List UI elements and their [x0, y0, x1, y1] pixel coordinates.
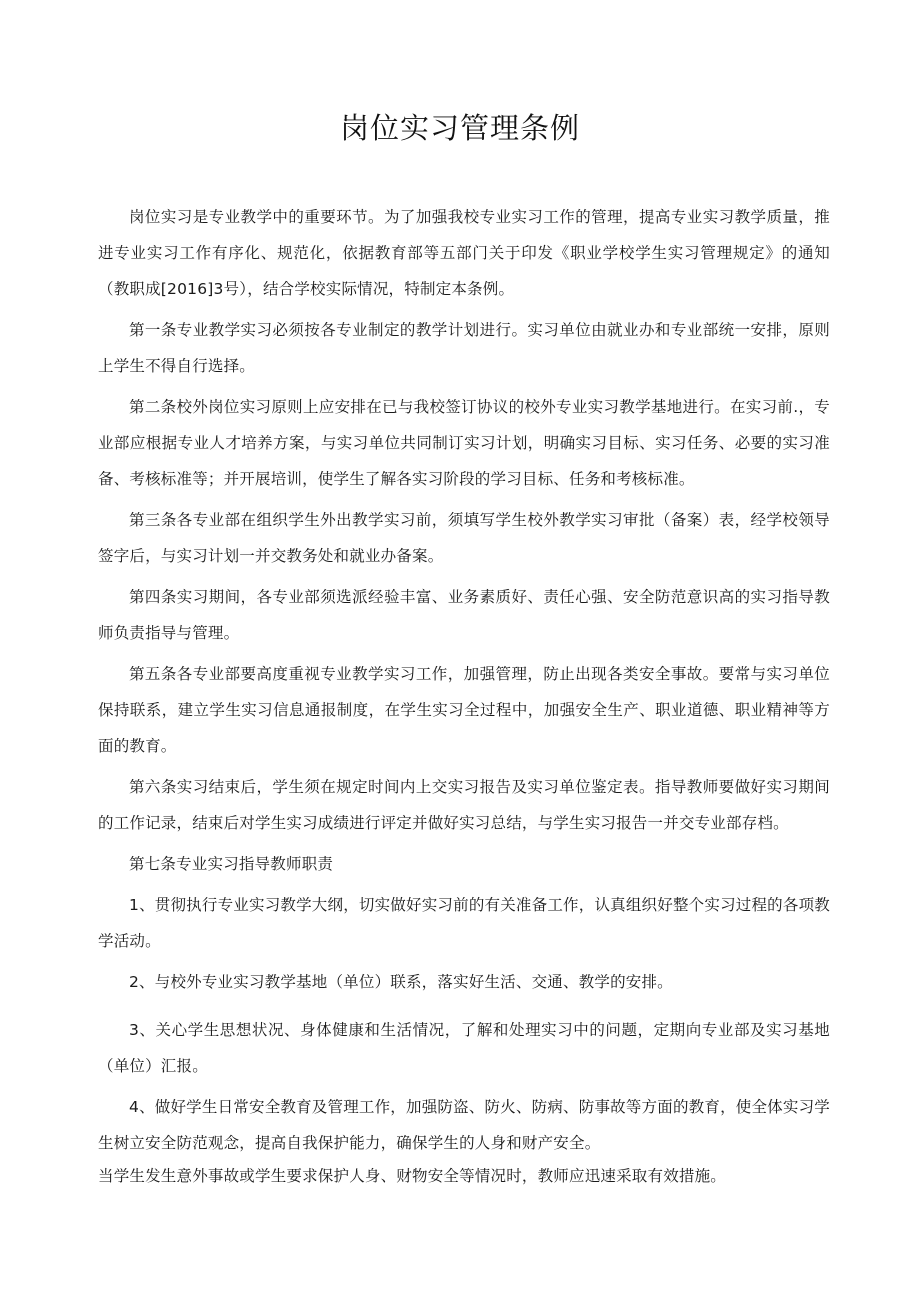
list-item-duty-4: 4、做好学生日常安全教育及管理工作，加强防盗、防火、防病、防事故等方面的教育，使全体实习学生树立安全防范观念，提高自我保护能力，确保学生的人身和财产安全。	[98, 1098, 830, 1152]
paragraph-intro: 岗位实习是专业教学中的重要环节。为了加强我校专业实习工作的管理，提高专业实习教学质量，推进专业实习工作有序化、规范化，依据教育部等五部门关于印发《职业学校学生实习管理规定》的通知（教职成[2016]3号），结合学校实际情况，特制定本条例。	[98, 208, 830, 298]
paragraph-article-1: 第一条专业教学实习必须按各专业制定的教学计划进行。实习单位由就业办和专业部统一安排，原则上学生不得自行选择。	[98, 321, 830, 375]
paragraph-article-6: 第六条实习结束后，学生须在规定时间内上交实习报告及实习单位鉴定表。指导教师要做好实习期间的工作记录，结束后对学生实习成绩进行评定并做好实习总结，与学生实习报告一并交专业部存档。	[98, 778, 830, 832]
document-title: 岗位实习管理条例	[339, 111, 580, 145]
paragraph-article-5: 第五条各专业部要高度重视专业教学实习工作，加强管理，防止出现各类安全事故。要常与实习单位保持联系，建立学生实习信息通报制度，在学生实习全过程中，加强安全生产、职业道德、职业精神等方面的教育。	[98, 665, 830, 755]
list-item-duty-1: 1、贯彻执行专业实习教学大纲，切实做好实习前的有关准备工作，认真组织好整个实习过程的各项教学活动。	[98, 896, 830, 950]
paragraph-emergency-note: 当学生发生意外事故或学生要求保护人身、财物安全等情况时，教师应迅速采取有效措施。	[98, 1167, 727, 1185]
document-body	[98, 199, 830, 1199]
list-item-duty-3: 3、关心学生思想状况、身体健康和生活情况，了解和处理实习中的问题，定期向专业部及实习基地（单位）汇报。	[98, 1021, 830, 1075]
paragraph-article-4: 第四条实习期间，各专业部须选派经验丰富、业务素质好、责任心强、安全防范意识高的实习指导教师负责指导与管理。	[98, 588, 830, 642]
paragraph-article-2: 第二条校外岗位实习原则上应安排在已与我校签订协议的校外专业实习教学基地进行。在实习前.，专业部应根据专业人才培养方案，与实习单位共同制订实习计划，明确实习目标、实习任务、必要的实习准备、考核标准等；并开展培训，使学生了解各实习阶段的学习目标、任务和考核标准。	[98, 398, 830, 488]
list-item-duty-2: 2、与校外专业实习教学基地（单位）联系，落实好生活、交通、教学的安排。	[129, 973, 673, 991]
paragraph-article-3: 第三条各专业部在组织学生外出教学实习前，须填写学生校外教学实习审批（备案）表，经学校领导签字后，与实习计划一并交教务处和就业办备案。	[98, 511, 830, 565]
paragraph-article-7-heading: 第七条专业实习指导教师职责	[129, 855, 334, 873]
